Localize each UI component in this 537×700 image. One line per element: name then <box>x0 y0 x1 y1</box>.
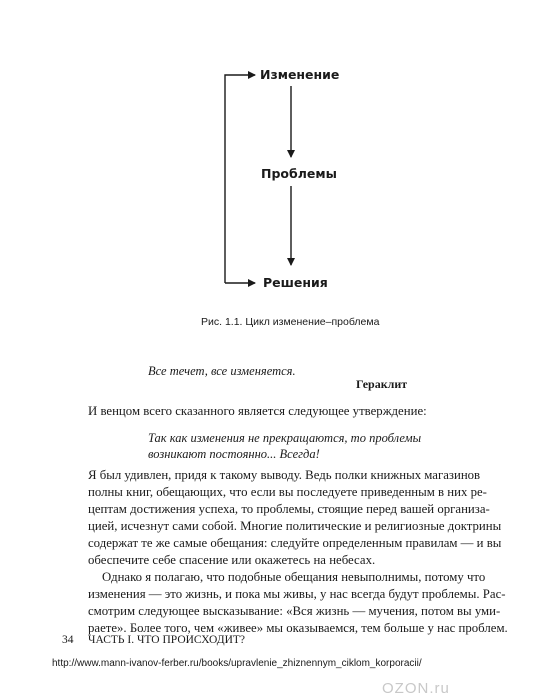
ozon-watermark: OZON.ru <box>382 680 450 697</box>
intro-line: И венцом всего сказанного является следующее утверждение: <box>88 404 427 418</box>
paragraph-line: Я был удивлен, придя к такому выводу. Ведь полки книжных магазинов <box>88 468 481 482</box>
feedback-loop-line <box>225 75 255 283</box>
figure-caption: Рис. 1.1. Цикл изменение–проблема <box>201 316 380 328</box>
paragraph-line: смотрим следующее высказывание: «Вся жизнь — мучения, потом вы уми- <box>88 604 501 618</box>
paragraph-line: обеспечите себе спасение или окажетесь на небесах. <box>88 553 376 567</box>
node-solutions: Решения <box>263 275 328 290</box>
paragraph-2 <box>88 569 508 637</box>
page-number: 34 <box>62 634 74 646</box>
change-problem-cycle-diagram <box>0 0 537 300</box>
paragraph-line: Однако я полагаю, что подобные обещания невыполнимы, потому что <box>102 570 486 584</box>
node-change: Изменение <box>260 67 340 82</box>
section-title: ЧАСТЬ I. ЧТО ПРОИСХОДИТ? <box>88 634 246 646</box>
paragraph-line: изменения — это жизнь, и пока мы живы, у нас всегда будут проблемы. Рас- <box>88 587 506 601</box>
statement-line: возникают постоянно... Всегда! <box>148 447 320 461</box>
paragraph-line: цептам достижения успеха, то проблемы, стоящие перед вашей организа- <box>88 502 490 516</box>
epigraph-text: Все течет, все изменяется. <box>148 364 296 378</box>
source-url: http://www.mann-ivanov-ferber.ru/books/upravlenie_zhiznennym_ciklom_korporacii/ <box>52 658 422 669</box>
statement-quote <box>148 430 421 462</box>
epigraph-author: Гераклит <box>356 377 408 391</box>
paragraph-1 <box>88 467 502 569</box>
node-problems: Проблемы <box>261 166 337 181</box>
paragraph-line: полны книг, обещающих, что если вы последуете приведенным в них ре- <box>88 485 487 499</box>
paragraph-line: раете». Более того, чем «живее» мы оказываемся, тем больше у нас проблем. <box>88 621 508 635</box>
paragraph-line: цией, исчезнут сами собой. Многие политические и религиозные доктрины <box>88 519 502 533</box>
statement-line: Так как изменения не прекращаются, то проблемы <box>148 431 422 445</box>
paragraph-line: содержат те же самые обещания: следуйте определенным правилам — и вы <box>88 536 502 550</box>
